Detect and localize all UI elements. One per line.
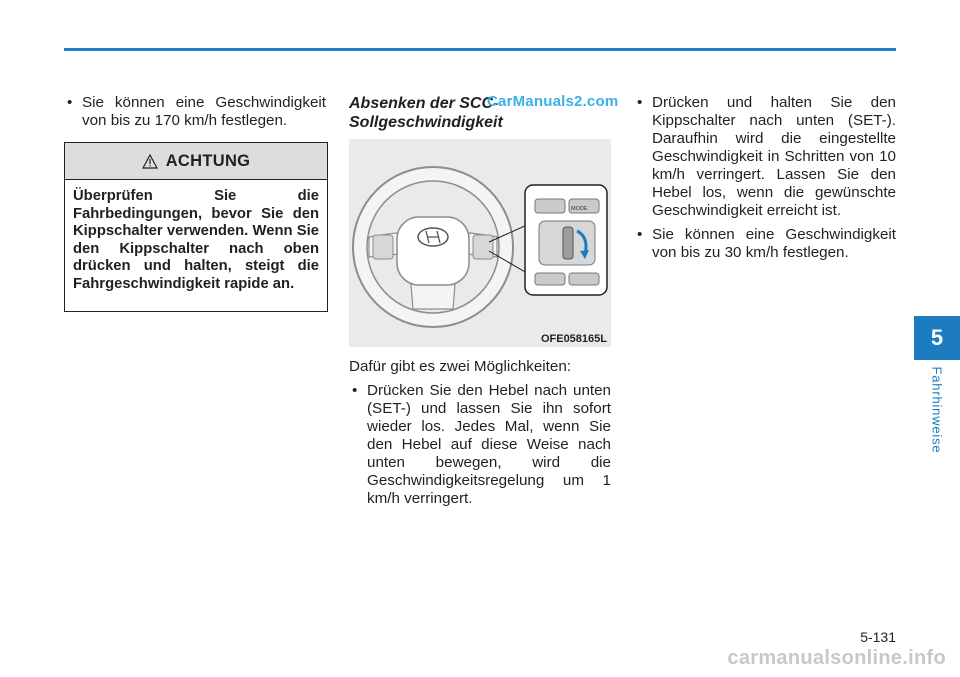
footer-watermark: carmanualsonline.info bbox=[727, 647, 946, 669]
warning-box bbox=[64, 142, 328, 312]
bullet-text: Drücken und halten Sie den Kippschalter nach unten (SET-). Daraufhin wird die eingestellte Geschwindigkeit in Schritten von 10 km/h verringert. Lassen Sie den Hebel los, wenn die gewünschte Geschwindigkeit erreicht ist. bbox=[652, 94, 896, 219]
figure-label: OFE058165L bbox=[540, 333, 607, 345]
page-number: 5-131 bbox=[860, 629, 896, 645]
warning-title: ACHTUNG bbox=[165, 151, 251, 170]
bullet-marker: • bbox=[637, 94, 643, 111]
list-item bbox=[634, 94, 896, 220]
steering-wheel-illustration bbox=[349, 139, 611, 347]
chapter-label: Fahrhinweise bbox=[929, 366, 945, 454]
bullet-marker: • bbox=[637, 226, 643, 243]
bullet-text: Drücken Sie den Hebel nach unten (SET-) und lassen Sie ihn sofort wieder los. Jedes Mal, wenn Sie den Hebel auf diese Weise nach unten bewegen, wird die Geschwindigkeitsregelung um 1 km/h verringert. bbox=[367, 382, 611, 507]
column-3 bbox=[634, 94, 896, 268]
bullet-text: Sie können eine Geschwindigkeit von bis zu 30 km/h festlegen. bbox=[652, 226, 896, 261]
column-2-lower bbox=[349, 358, 611, 514]
intro-text: Dafür gibt es zwei Möglichkeiten: bbox=[349, 358, 572, 375]
list-item bbox=[349, 382, 611, 508]
bullet-marker: • bbox=[67, 94, 73, 111]
column-1 bbox=[64, 94, 326, 136]
bullet-marker: • bbox=[352, 382, 358, 399]
list-item bbox=[634, 226, 896, 262]
heading-line-1: Absenken der SCC- bbox=[349, 95, 499, 112]
list-item bbox=[64, 94, 326, 130]
warning-text: Überprüfen Sie die Fahrbedingungen, bevor Sie den Kippschalter verwenden. Wenn Sie den Kippschalter nach oben drücken und halten, steigt die Fahrgeschwindigkeit rapide an. bbox=[73, 188, 319, 292]
heading-line-2: Sollgeschwindigkeit bbox=[349, 114, 503, 131]
mode-label: MODE bbox=[571, 206, 588, 212]
watermark: CarManuals2.com bbox=[487, 93, 619, 110]
chapter-tab: 5 bbox=[914, 316, 960, 360]
steering-wheel-figure bbox=[349, 139, 611, 347]
top-rule bbox=[64, 48, 896, 51]
bullet-text: Sie können eine Geschwindigkeit von bis zu 170 km/h festlegen. bbox=[82, 94, 326, 129]
warning-header bbox=[65, 143, 327, 180]
warning-triangle-icon bbox=[142, 154, 158, 169]
